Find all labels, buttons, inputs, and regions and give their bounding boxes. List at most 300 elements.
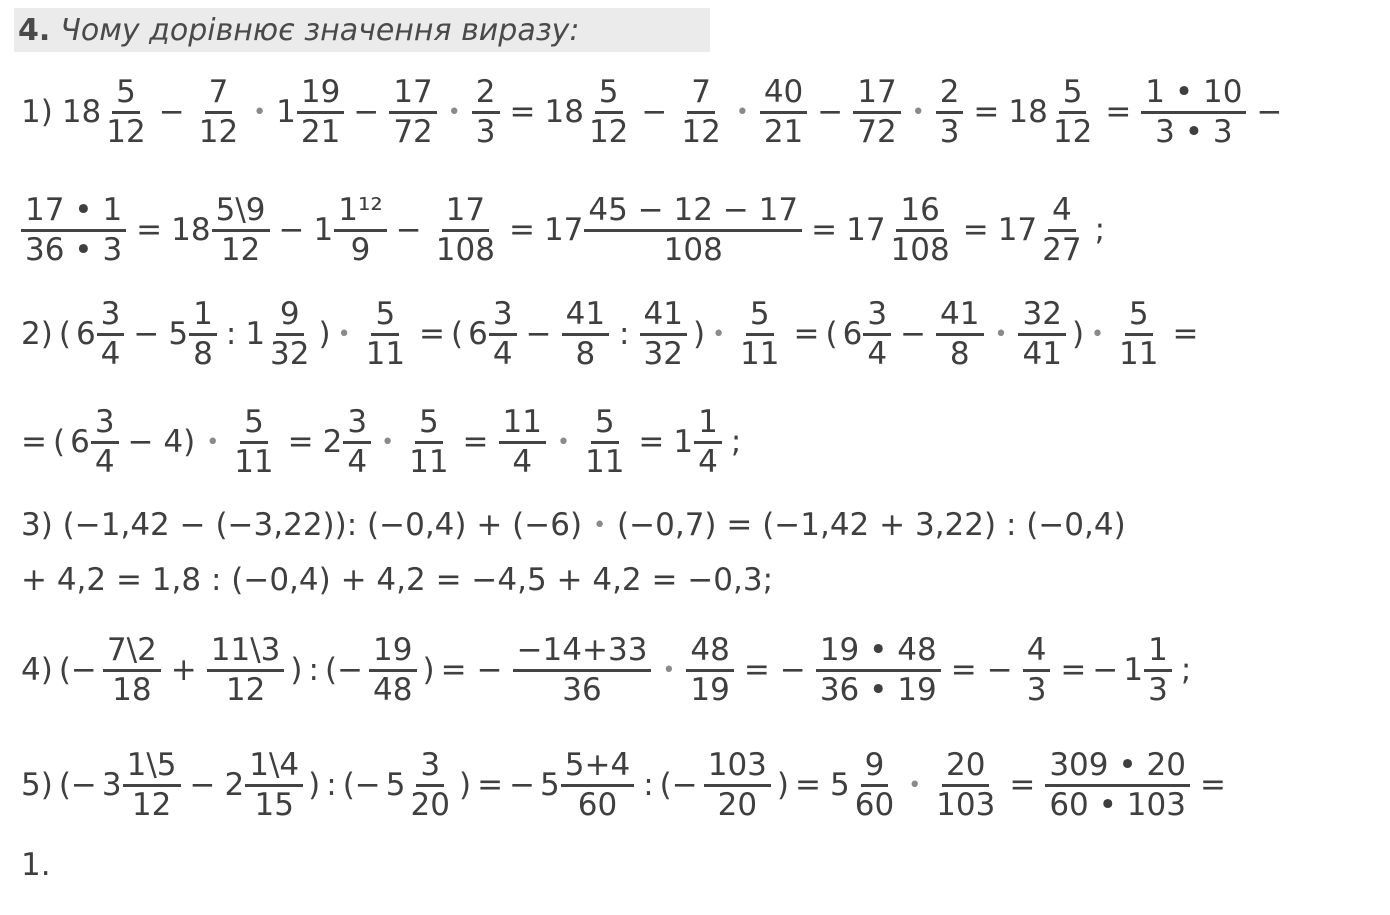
fraction bbox=[102, 74, 149, 151]
expr-text: 4) bbox=[21, 652, 53, 688]
expr-text: ) bbox=[308, 767, 321, 803]
fraction bbox=[640, 296, 687, 373]
mixed-number bbox=[70, 404, 118, 481]
expr-text: : bbox=[225, 316, 237, 352]
expr-text: − bbox=[779, 652, 806, 688]
whole-part: 6 bbox=[75, 316, 96, 352]
numerator: 4 bbox=[1048, 192, 1076, 232]
denominator: 3 bbox=[1148, 671, 1168, 708]
denominator: 9 bbox=[350, 231, 371, 268]
expr-text: 1) bbox=[21, 94, 53, 130]
fraction bbox=[561, 747, 634, 824]
solution-line-3 bbox=[16, 284, 1203, 384]
numerator: 41 bbox=[936, 296, 983, 336]
fraction bbox=[562, 296, 609, 373]
fraction bbox=[887, 192, 954, 269]
expr-text: − bbox=[641, 94, 668, 130]
numerator: 3 bbox=[343, 404, 371, 444]
fraction bbox=[21, 192, 126, 269]
numerator: 11 bbox=[499, 404, 546, 444]
denominator: 12 bbox=[681, 113, 721, 150]
fraction bbox=[97, 296, 125, 373]
fraction bbox=[1018, 296, 1065, 373]
fraction bbox=[704, 747, 771, 824]
fraction bbox=[189, 296, 217, 373]
numerator: 1 bbox=[189, 296, 217, 336]
fraction bbox=[91, 404, 119, 481]
denominator: 12 bbox=[225, 671, 266, 708]
mixed-number bbox=[673, 404, 721, 481]
mixed-number bbox=[245, 296, 313, 373]
whole-part: 1 bbox=[313, 212, 334, 248]
whole-part: 2 bbox=[322, 424, 343, 460]
expr-text: − bbox=[1256, 94, 1283, 130]
expr-text: : bbox=[326, 767, 337, 803]
expr-text: ; bbox=[1094, 212, 1106, 248]
numerator: 1\5 bbox=[123, 747, 181, 787]
multiply-dot: • bbox=[662, 657, 676, 683]
expr-text: (− bbox=[58, 767, 97, 803]
mixed-number bbox=[1008, 74, 1096, 151]
denominator: 3 bbox=[939, 113, 960, 150]
expr-text: (− bbox=[324, 652, 364, 688]
fraction bbox=[932, 747, 999, 824]
numerator: 45 − 12 − 17 bbox=[584, 192, 802, 232]
expr-text: = bbox=[136, 212, 163, 248]
numerator: 7 bbox=[205, 74, 233, 114]
mixed-number bbox=[76, 296, 124, 373]
expr-text: = bbox=[950, 652, 977, 688]
denominator: 4 bbox=[100, 335, 121, 372]
expr-text: (− bbox=[58, 652, 97, 688]
expr-text: ) bbox=[290, 652, 303, 688]
multiply-dot: • bbox=[994, 321, 1008, 347]
denominator: 11 bbox=[584, 443, 625, 480]
whole-part: 18 bbox=[544, 94, 584, 130]
numerator: 5 bbox=[112, 74, 140, 114]
fraction bbox=[584, 192, 802, 269]
whole-part: 2 bbox=[224, 767, 245, 803]
fraction bbox=[853, 74, 900, 151]
fraction bbox=[585, 74, 632, 151]
denominator: 108 bbox=[435, 231, 495, 268]
fraction bbox=[677, 74, 724, 151]
expr-text: ; bbox=[730, 424, 742, 460]
fraction bbox=[103, 632, 161, 709]
mixed-number bbox=[276, 74, 344, 151]
solution-line-1 bbox=[16, 62, 1287, 162]
whole-part: 18 bbox=[171, 212, 211, 248]
denominator: 36 • 3 bbox=[25, 231, 123, 268]
expr-text: = bbox=[962, 212, 989, 248]
expr-text: − bbox=[476, 652, 503, 688]
whole-part: 5 bbox=[385, 767, 406, 803]
fraction bbox=[736, 296, 783, 373]
whole-part: 17 bbox=[997, 212, 1038, 248]
expr-text: 2) bbox=[21, 316, 53, 352]
multiply-dot: • bbox=[206, 429, 220, 455]
mixed-number bbox=[386, 747, 454, 824]
expr-text: ( bbox=[451, 316, 464, 352]
numerator: 40 bbox=[760, 74, 807, 114]
numerator: 5 bbox=[415, 404, 443, 444]
expr-text: = bbox=[973, 94, 1000, 130]
multiply-dot: • bbox=[337, 321, 351, 347]
whole-part: 5 bbox=[168, 316, 189, 352]
task-question: Чому дорівнює значення виразу: bbox=[60, 12, 580, 48]
whole-part: 5 bbox=[830, 767, 850, 803]
expr-text: = bbox=[811, 212, 838, 248]
fraction bbox=[266, 296, 313, 373]
expr-text: = bbox=[419, 316, 446, 352]
denominator: 4 bbox=[698, 443, 718, 480]
expr-text: + bbox=[170, 652, 197, 688]
numerator: 17 bbox=[442, 192, 489, 232]
whole-part: 6 bbox=[468, 316, 488, 352]
denominator: 11 bbox=[365, 335, 406, 372]
fraction bbox=[362, 296, 409, 373]
numerator: 5 bbox=[240, 404, 268, 444]
numerator: 3 bbox=[416, 747, 444, 787]
fraction bbox=[343, 404, 371, 481]
expr-text: − bbox=[986, 652, 1013, 688]
expr-text: ) bbox=[692, 316, 706, 352]
numerator: 103 bbox=[704, 747, 771, 787]
denominator: 15 bbox=[254, 786, 294, 823]
multiply-dot: • bbox=[381, 429, 395, 455]
mixed-number bbox=[468, 296, 516, 373]
fraction bbox=[1045, 747, 1190, 824]
fraction bbox=[1141, 74, 1246, 151]
numerator: 19 • 48 bbox=[816, 632, 941, 672]
denominator: 11 bbox=[409, 443, 449, 480]
numerator: 48 bbox=[686, 632, 733, 672]
whole-part: 1 bbox=[276, 94, 296, 130]
expr-text: ) bbox=[1071, 316, 1085, 352]
mixed-number bbox=[998, 192, 1086, 269]
whole-part: 3 bbox=[101, 767, 122, 803]
numerator: 3 bbox=[97, 296, 125, 336]
expr-text: = bbox=[1009, 767, 1036, 803]
denominator: 60 • 103 bbox=[1049, 786, 1186, 823]
expr-text: = bbox=[1105, 94, 1132, 130]
expr-text: ( bbox=[52, 424, 66, 460]
numerator: 41 bbox=[640, 296, 687, 336]
multiply-dot: • bbox=[908, 772, 922, 798]
numerator: 4 bbox=[1023, 632, 1051, 672]
mixed-number bbox=[843, 296, 891, 373]
whole-part: 1 bbox=[245, 316, 266, 352]
denominator: 4 bbox=[492, 335, 513, 372]
fraction bbox=[936, 296, 983, 373]
expr-text: ; bbox=[1180, 652, 1192, 688]
fraction bbox=[245, 747, 303, 824]
mixed-number bbox=[313, 192, 386, 269]
numerator: 20 bbox=[942, 747, 989, 787]
mixed-number bbox=[225, 747, 304, 824]
numerator: 5 bbox=[591, 404, 619, 444]
denominator: 8 bbox=[193, 335, 213, 372]
numerator: 9 bbox=[861, 747, 889, 787]
solution-line-2 bbox=[16, 180, 1110, 280]
numerator: 5+4 bbox=[561, 747, 634, 787]
denominator: 103 bbox=[936, 786, 996, 823]
solution-line-9 bbox=[16, 815, 56, 915]
fraction bbox=[513, 632, 652, 709]
numerator: 16 bbox=[896, 192, 943, 232]
numerator: 3 bbox=[489, 296, 517, 336]
expr-text: + 4,2 = 1,8 : (−0,4) + 4,2 = −4,5 + 4,2 = −0,3; bbox=[21, 562, 774, 598]
numerator: 17 • 1 bbox=[21, 192, 126, 232]
multiply-dot: • bbox=[593, 512, 607, 538]
expr-text: − bbox=[900, 316, 927, 352]
mixed-number bbox=[1123, 632, 1171, 709]
numerator: 309 • 20 bbox=[1045, 747, 1190, 787]
numerator: 19 bbox=[369, 632, 416, 672]
numerator: 7 bbox=[687, 74, 715, 114]
numerator: 5 bbox=[595, 74, 623, 114]
fraction bbox=[405, 404, 452, 481]
fraction bbox=[489, 296, 517, 373]
fraction bbox=[123, 747, 181, 824]
numerator: 5 bbox=[1125, 296, 1153, 336]
multiply-dot: • bbox=[911, 99, 925, 125]
denominator: 4 bbox=[512, 443, 533, 480]
denominator: 12 bbox=[131, 786, 172, 823]
whole-part: 6 bbox=[70, 424, 90, 460]
expr-text: − bbox=[158, 94, 185, 130]
numerator: 11\3 bbox=[207, 632, 285, 672]
denominator: 21 bbox=[300, 113, 341, 150]
whole-part: 1 bbox=[1123, 652, 1144, 688]
expr-text: = bbox=[21, 424, 47, 460]
expr-text: ( bbox=[58, 316, 71, 352]
expr-text: = bbox=[440, 652, 467, 688]
fraction bbox=[499, 404, 546, 481]
fraction bbox=[195, 74, 242, 151]
expr-text: (− bbox=[342, 767, 381, 803]
denominator: 36 • 19 bbox=[819, 671, 937, 708]
expr-text: = bbox=[508, 212, 535, 248]
denominator: 3 • 3 bbox=[1155, 113, 1233, 150]
denominator: 11 bbox=[1119, 335, 1159, 372]
denominator: 3 bbox=[1026, 671, 1047, 708]
numerator: 41 bbox=[562, 296, 609, 336]
numerator: 5 bbox=[371, 296, 399, 336]
fraction bbox=[760, 74, 807, 151]
numerator: 5 bbox=[1059, 74, 1087, 114]
denominator: 72 bbox=[393, 113, 433, 150]
numerator: 1 bbox=[1144, 632, 1172, 672]
expr-text: 5) bbox=[21, 767, 53, 803]
solution-line-6 bbox=[16, 530, 778, 630]
expr-text: = bbox=[1172, 316, 1199, 352]
solution-line-7 bbox=[16, 620, 1196, 720]
denominator: 32 bbox=[270, 335, 310, 372]
expr-text: = bbox=[477, 767, 504, 803]
expr-text: = bbox=[743, 652, 770, 688]
denominator: 108 bbox=[663, 231, 723, 268]
fraction bbox=[1023, 632, 1051, 709]
denominator: 20 bbox=[410, 786, 450, 823]
mixed-number bbox=[544, 74, 632, 151]
denominator: 60 bbox=[577, 786, 618, 823]
denominator: 12 bbox=[198, 113, 239, 150]
whole-part: 17 bbox=[846, 212, 886, 248]
expr-text: = bbox=[287, 424, 314, 460]
fraction bbox=[212, 192, 270, 269]
denominator: 3 bbox=[475, 113, 496, 150]
expr-text: : bbox=[643, 767, 654, 803]
expr-text: = bbox=[638, 424, 665, 460]
numerator: −14+33 bbox=[513, 632, 652, 672]
fraction bbox=[694, 404, 722, 481]
denominator: 8 bbox=[949, 335, 970, 372]
expr-text: 1. bbox=[21, 847, 51, 883]
multiply-dot: • bbox=[735, 99, 749, 125]
fraction bbox=[936, 74, 964, 151]
denominator: 32 bbox=[643, 335, 683, 372]
mixed-number bbox=[171, 192, 269, 269]
denominator: 72 bbox=[857, 113, 897, 150]
denominator: 8 bbox=[575, 335, 596, 372]
numerator: 19 bbox=[297, 74, 344, 114]
multiply-dot: • bbox=[447, 99, 461, 125]
expr-text: − bbox=[1092, 652, 1119, 688]
denominator: 4 bbox=[867, 335, 888, 372]
mixed-number bbox=[846, 192, 954, 269]
expr-text: ( bbox=[825, 316, 838, 352]
whole-part: 6 bbox=[842, 316, 863, 352]
fraction bbox=[1144, 632, 1172, 709]
multiply-dot: • bbox=[712, 321, 726, 347]
whole-part: 17 bbox=[543, 212, 584, 248]
denominator: 4 bbox=[94, 443, 115, 480]
fraction bbox=[863, 296, 891, 373]
expr-text: − bbox=[133, 316, 160, 352]
expr-text: = bbox=[795, 767, 821, 803]
expr-text: ) bbox=[422, 652, 435, 688]
denominator: 11 bbox=[234, 443, 274, 480]
expr-text: ) bbox=[458, 767, 472, 803]
numerator: 1¹² bbox=[334, 192, 387, 232]
fraction bbox=[334, 192, 387, 269]
fraction bbox=[1038, 192, 1085, 269]
denominator: 12 bbox=[220, 231, 261, 268]
expr-text: (− bbox=[659, 767, 698, 803]
denominator: 12 bbox=[588, 113, 629, 150]
denominator: 18 bbox=[112, 671, 152, 708]
fraction bbox=[816, 632, 941, 709]
expr-text: (−0,7) = (−1,42 + 3,22) : (−0,4) bbox=[617, 507, 1126, 543]
fraction bbox=[851, 747, 898, 824]
expr-text: = bbox=[793, 316, 820, 352]
denominator: 60 bbox=[854, 786, 895, 823]
expr-text: = bbox=[462, 424, 489, 460]
expr-text: − bbox=[353, 94, 380, 130]
expr-text: − bbox=[189, 767, 216, 803]
expr-text: ) bbox=[318, 316, 331, 352]
numerator: 17 bbox=[389, 74, 436, 114]
expr-text: = bbox=[1199, 767, 1226, 803]
mixed-number bbox=[102, 747, 181, 824]
fraction bbox=[369, 632, 416, 709]
numerator: 2 bbox=[472, 74, 500, 114]
multiply-dot: • bbox=[1091, 321, 1105, 347]
fraction bbox=[581, 404, 628, 481]
denominator: 12 bbox=[1052, 113, 1093, 150]
fraction bbox=[472, 74, 500, 151]
fraction bbox=[432, 192, 499, 269]
mixed-number bbox=[544, 192, 802, 269]
expr-text: − bbox=[395, 212, 422, 248]
fraction bbox=[686, 632, 733, 709]
numerator: 17 bbox=[853, 74, 900, 114]
numerator: 1\4 bbox=[245, 747, 303, 787]
mixed-number bbox=[323, 404, 371, 481]
fraction bbox=[297, 74, 344, 151]
mixed-number bbox=[168, 296, 216, 373]
expr-text: = bbox=[1060, 652, 1087, 688]
fraction bbox=[1115, 296, 1162, 373]
whole-part: 18 bbox=[61, 94, 102, 130]
whole-part: 18 bbox=[1008, 94, 1048, 130]
numerator: 2 bbox=[936, 74, 964, 114]
numerator: 32 bbox=[1018, 296, 1065, 336]
denominator: 108 bbox=[890, 231, 950, 268]
denominator: 36 bbox=[562, 671, 602, 708]
numerator: 5\9 bbox=[212, 192, 270, 232]
whole-part: 5 bbox=[540, 767, 560, 803]
numerator: 9 bbox=[276, 296, 304, 336]
fraction bbox=[407, 747, 454, 824]
numerator: 5 bbox=[746, 296, 774, 336]
numerator: 7\2 bbox=[103, 632, 161, 672]
numerator: 3 bbox=[91, 404, 119, 444]
solution-line-8 bbox=[16, 735, 1231, 835]
mixed-number bbox=[830, 747, 898, 824]
expr-text: − bbox=[509, 767, 536, 803]
expr-text: : bbox=[619, 316, 630, 352]
expr-text: ) bbox=[776, 767, 790, 803]
fraction bbox=[207, 632, 285, 709]
expr-text: − 4) bbox=[127, 424, 196, 460]
fraction bbox=[230, 404, 277, 481]
denominator: 20 bbox=[717, 786, 758, 823]
denominator: 48 bbox=[373, 671, 413, 708]
task-number: 4. bbox=[18, 12, 51, 48]
denominator: 11 bbox=[740, 335, 780, 372]
fraction bbox=[1049, 74, 1096, 151]
numerator: 1 • 10 bbox=[1141, 74, 1246, 114]
multiply-dot: • bbox=[253, 99, 267, 125]
expr-text: − bbox=[525, 316, 552, 352]
mixed-number bbox=[540, 747, 634, 824]
multiply-dot: • bbox=[556, 429, 570, 455]
whole-part: 1 bbox=[673, 424, 694, 460]
denominator: 41 bbox=[1022, 335, 1062, 372]
expr-text: − bbox=[278, 212, 305, 248]
denominator: 19 bbox=[690, 671, 730, 708]
denominator: 12 bbox=[106, 113, 146, 150]
expr-text: = bbox=[509, 94, 536, 130]
mixed-number bbox=[62, 74, 150, 151]
expr-text: : bbox=[308, 652, 319, 688]
denominator: 27 bbox=[1042, 231, 1082, 268]
expr-text: − bbox=[817, 94, 844, 130]
denominator: 4 bbox=[347, 443, 368, 480]
task-header bbox=[14, 8, 710, 52]
